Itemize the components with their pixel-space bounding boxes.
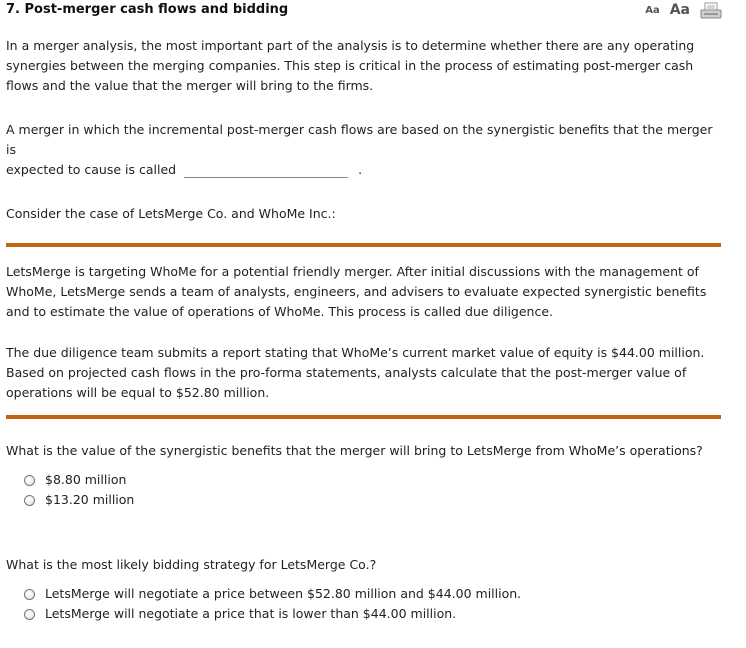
- q2-option-2[interactable]: [24, 604, 456, 624]
- decrease-font-button[interactable]: Aa: [645, 4, 660, 16]
- fill-in-line-1: A merger in which the incremental post-merger cash flows are based on the synergistic benefits that the merger is: [6, 122, 713, 157]
- printer-icon[interactable]: [700, 2, 720, 18]
- q2-option-1[interactable]: [24, 584, 521, 604]
- case-intro: Consider the case of LetsMerge Co. and WhoMe Inc.:: [6, 206, 336, 221]
- fill-in-suffix: .: [358, 162, 363, 177]
- fill-in-line-2: [6, 160, 716, 180]
- fill-in-prefix: expected to cause is called: [6, 162, 177, 177]
- divider-bottom: [6, 415, 721, 419]
- radio-button[interactable]: [24, 475, 35, 486]
- radio-button[interactable]: [24, 609, 35, 620]
- answer-blank-field[interactable]: [184, 165, 348, 178]
- question-2-text: What is the most likely bidding strategy for LetsMerge Co.?: [6, 557, 377, 572]
- toolbar: [645, 2, 720, 18]
- q1-option-2-label: $13.20 million: [45, 492, 135, 507]
- q2-option-1-label: LetsMerge will negotiate a price between $52.80 million and $44.00 million.: [45, 586, 522, 601]
- question-title: 7. Post-merger cash flows and bidding: [6, 2, 289, 17]
- q1-option-1[interactable]: [24, 470, 126, 490]
- q1-option-2[interactable]: [24, 490, 134, 510]
- case-paragraph-1: LetsMerge is targeting WhoMe for a potential friendly merger. After initial discussions with the management of WhoMe, LetsMerge sends a team of analysts, engineers, and advisers to evaluate expected synergistic benefits and to estimate the value of operations of WhoMe. This process is called due diligence.: [6, 264, 707, 319]
- question-1-text: What is the value of the synergistic benefits that the merger will bring to LetsMerge from WhoMe’s operations?: [6, 443, 703, 458]
- increase-font-button[interactable]: Aa: [669, 2, 690, 18]
- case-paragraph-2: The due diligence team submits a report stating that WhoMe’s current market value of equity is $44.00 million. Based on projected cash flows in the pro-forma statements, analysts calculate that the post-merger value of operations will be equal to $52.80 million.: [6, 345, 705, 400]
- intro-paragraph: In a merger analysis, the most important part of the analysis is to determine whether there are any operating synergies between the merging companies. This step is critical in the process of estimating post-merger cash flows and the value that the merger will bring to the firms.: [6, 38, 695, 93]
- radio-button[interactable]: [24, 495, 35, 506]
- divider-top: [6, 243, 721, 247]
- fill-in-question: [6, 120, 716, 180]
- q2-option-2-label: LetsMerge will negotiate a price that is lower than $44.00 million.: [45, 606, 457, 621]
- q1-option-1-label: $8.80 million: [45, 472, 127, 487]
- radio-button[interactable]: [24, 589, 35, 600]
